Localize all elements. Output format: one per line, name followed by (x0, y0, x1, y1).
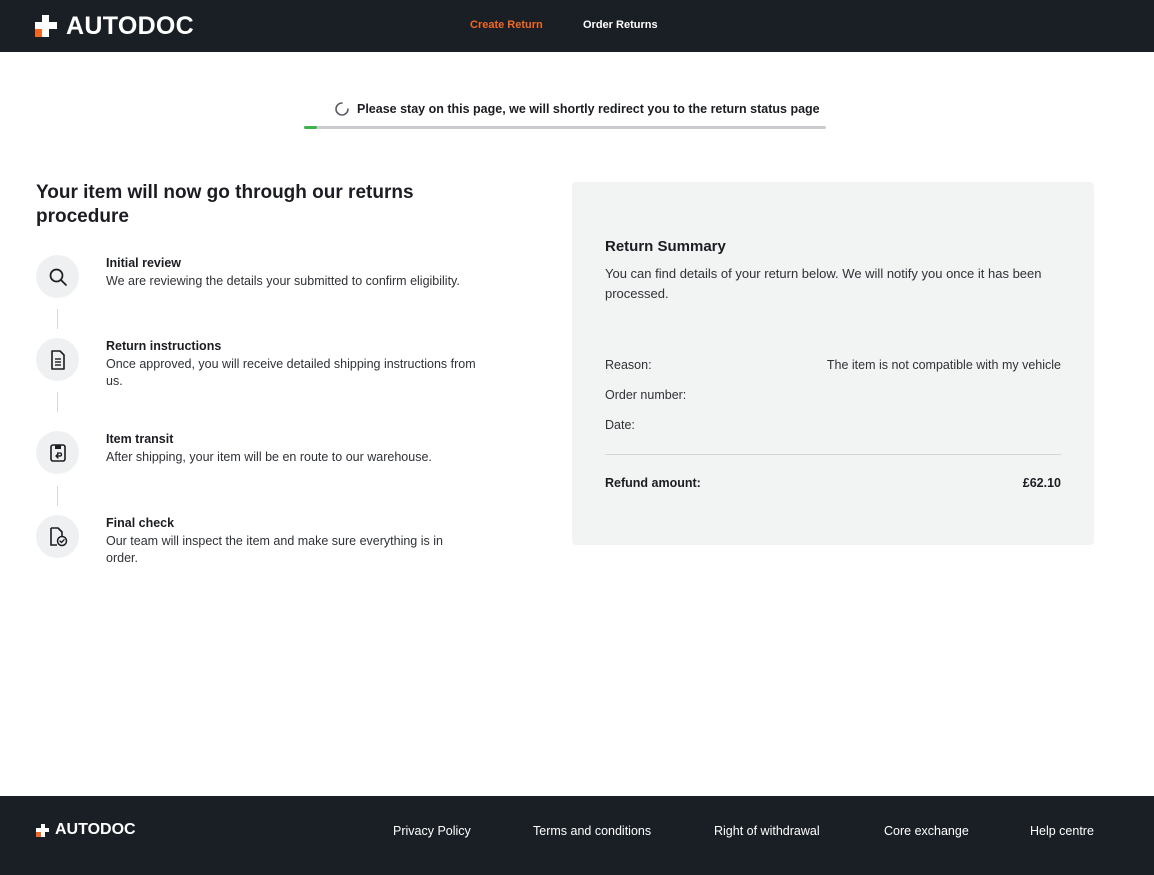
nav-order-returns[interactable]: Order Returns (583, 19, 658, 31)
step-connector (57, 392, 58, 412)
reason-label: Reason: (605, 358, 652, 372)
return-summary-card (572, 182, 1094, 545)
footer-link-privacy-policy[interactable]: Privacy Policy (393, 824, 471, 838)
footer-link-core-exchange[interactable]: Core exchange (884, 824, 969, 838)
document-icon (36, 338, 79, 381)
package-return-icon (36, 431, 79, 474)
redirect-notice (334, 101, 820, 117)
step-title: Item transit (106, 432, 174, 446)
redirect-message: Please stay on this page, we will shortly redirect you to the return status page (357, 102, 820, 116)
footer-link-help-centre[interactable]: Help centre (1030, 824, 1094, 838)
nav-create-return[interactable]: Create Return (470, 19, 543, 31)
step-connector (57, 309, 58, 329)
summary-divider (605, 454, 1061, 455)
redirect-progress-fill (304, 126, 317, 129)
plus-logo-icon (35, 15, 57, 37)
footer-brand-name: AUTODOC (55, 821, 136, 838)
spinner-icon (334, 101, 350, 117)
footer-link-terms-and-conditions[interactable]: Terms and conditions (533, 824, 652, 838)
step-description: We are reviewing the details your submitted to confirm eligibility. (106, 274, 460, 288)
refund-amount-value: £62.10 (1022, 476, 1061, 490)
top-header (0, 0, 1154, 52)
page-footer (0, 796, 1154, 875)
refund-amount-label: Refund amount: (605, 476, 701, 490)
footer-autodoc-logo[interactable] (36, 821, 136, 839)
reason-value: The item is not compatible with my vehicle (826, 358, 1061, 372)
order-number-label: Order number: (605, 388, 687, 402)
brand-name: AUTODOC (66, 12, 195, 40)
step-description: After shipping, your item will be en route to our warehouse. (106, 450, 432, 464)
step-connector (57, 486, 58, 506)
file-check-icon (36, 515, 79, 558)
step-description: Once approved, you will receive detailed shipping instructions from us. (106, 357, 476, 388)
autodoc-logo[interactable] (35, 12, 194, 40)
step-description: Our team will inspect the item and make sure everything is in order. (106, 534, 443, 565)
step-title: Return instructions (106, 339, 222, 353)
step-title: Final check (106, 516, 175, 530)
plus-logo-icon (36, 824, 49, 837)
step-title: Initial review (106, 256, 182, 270)
date-label: Date: (605, 418, 635, 432)
redirect-progress-bar (304, 126, 826, 129)
procedure-title: Your item will now go through our returns procedure (36, 182, 414, 227)
footer-link-right-of-withdrawal[interactable]: Right of withdrawal (714, 824, 820, 838)
search-icon (36, 255, 79, 298)
summary-description: You can find details of your return below. We will notify you once it has been processed. (605, 266, 1042, 301)
summary-title: Return Summary (605, 238, 726, 255)
